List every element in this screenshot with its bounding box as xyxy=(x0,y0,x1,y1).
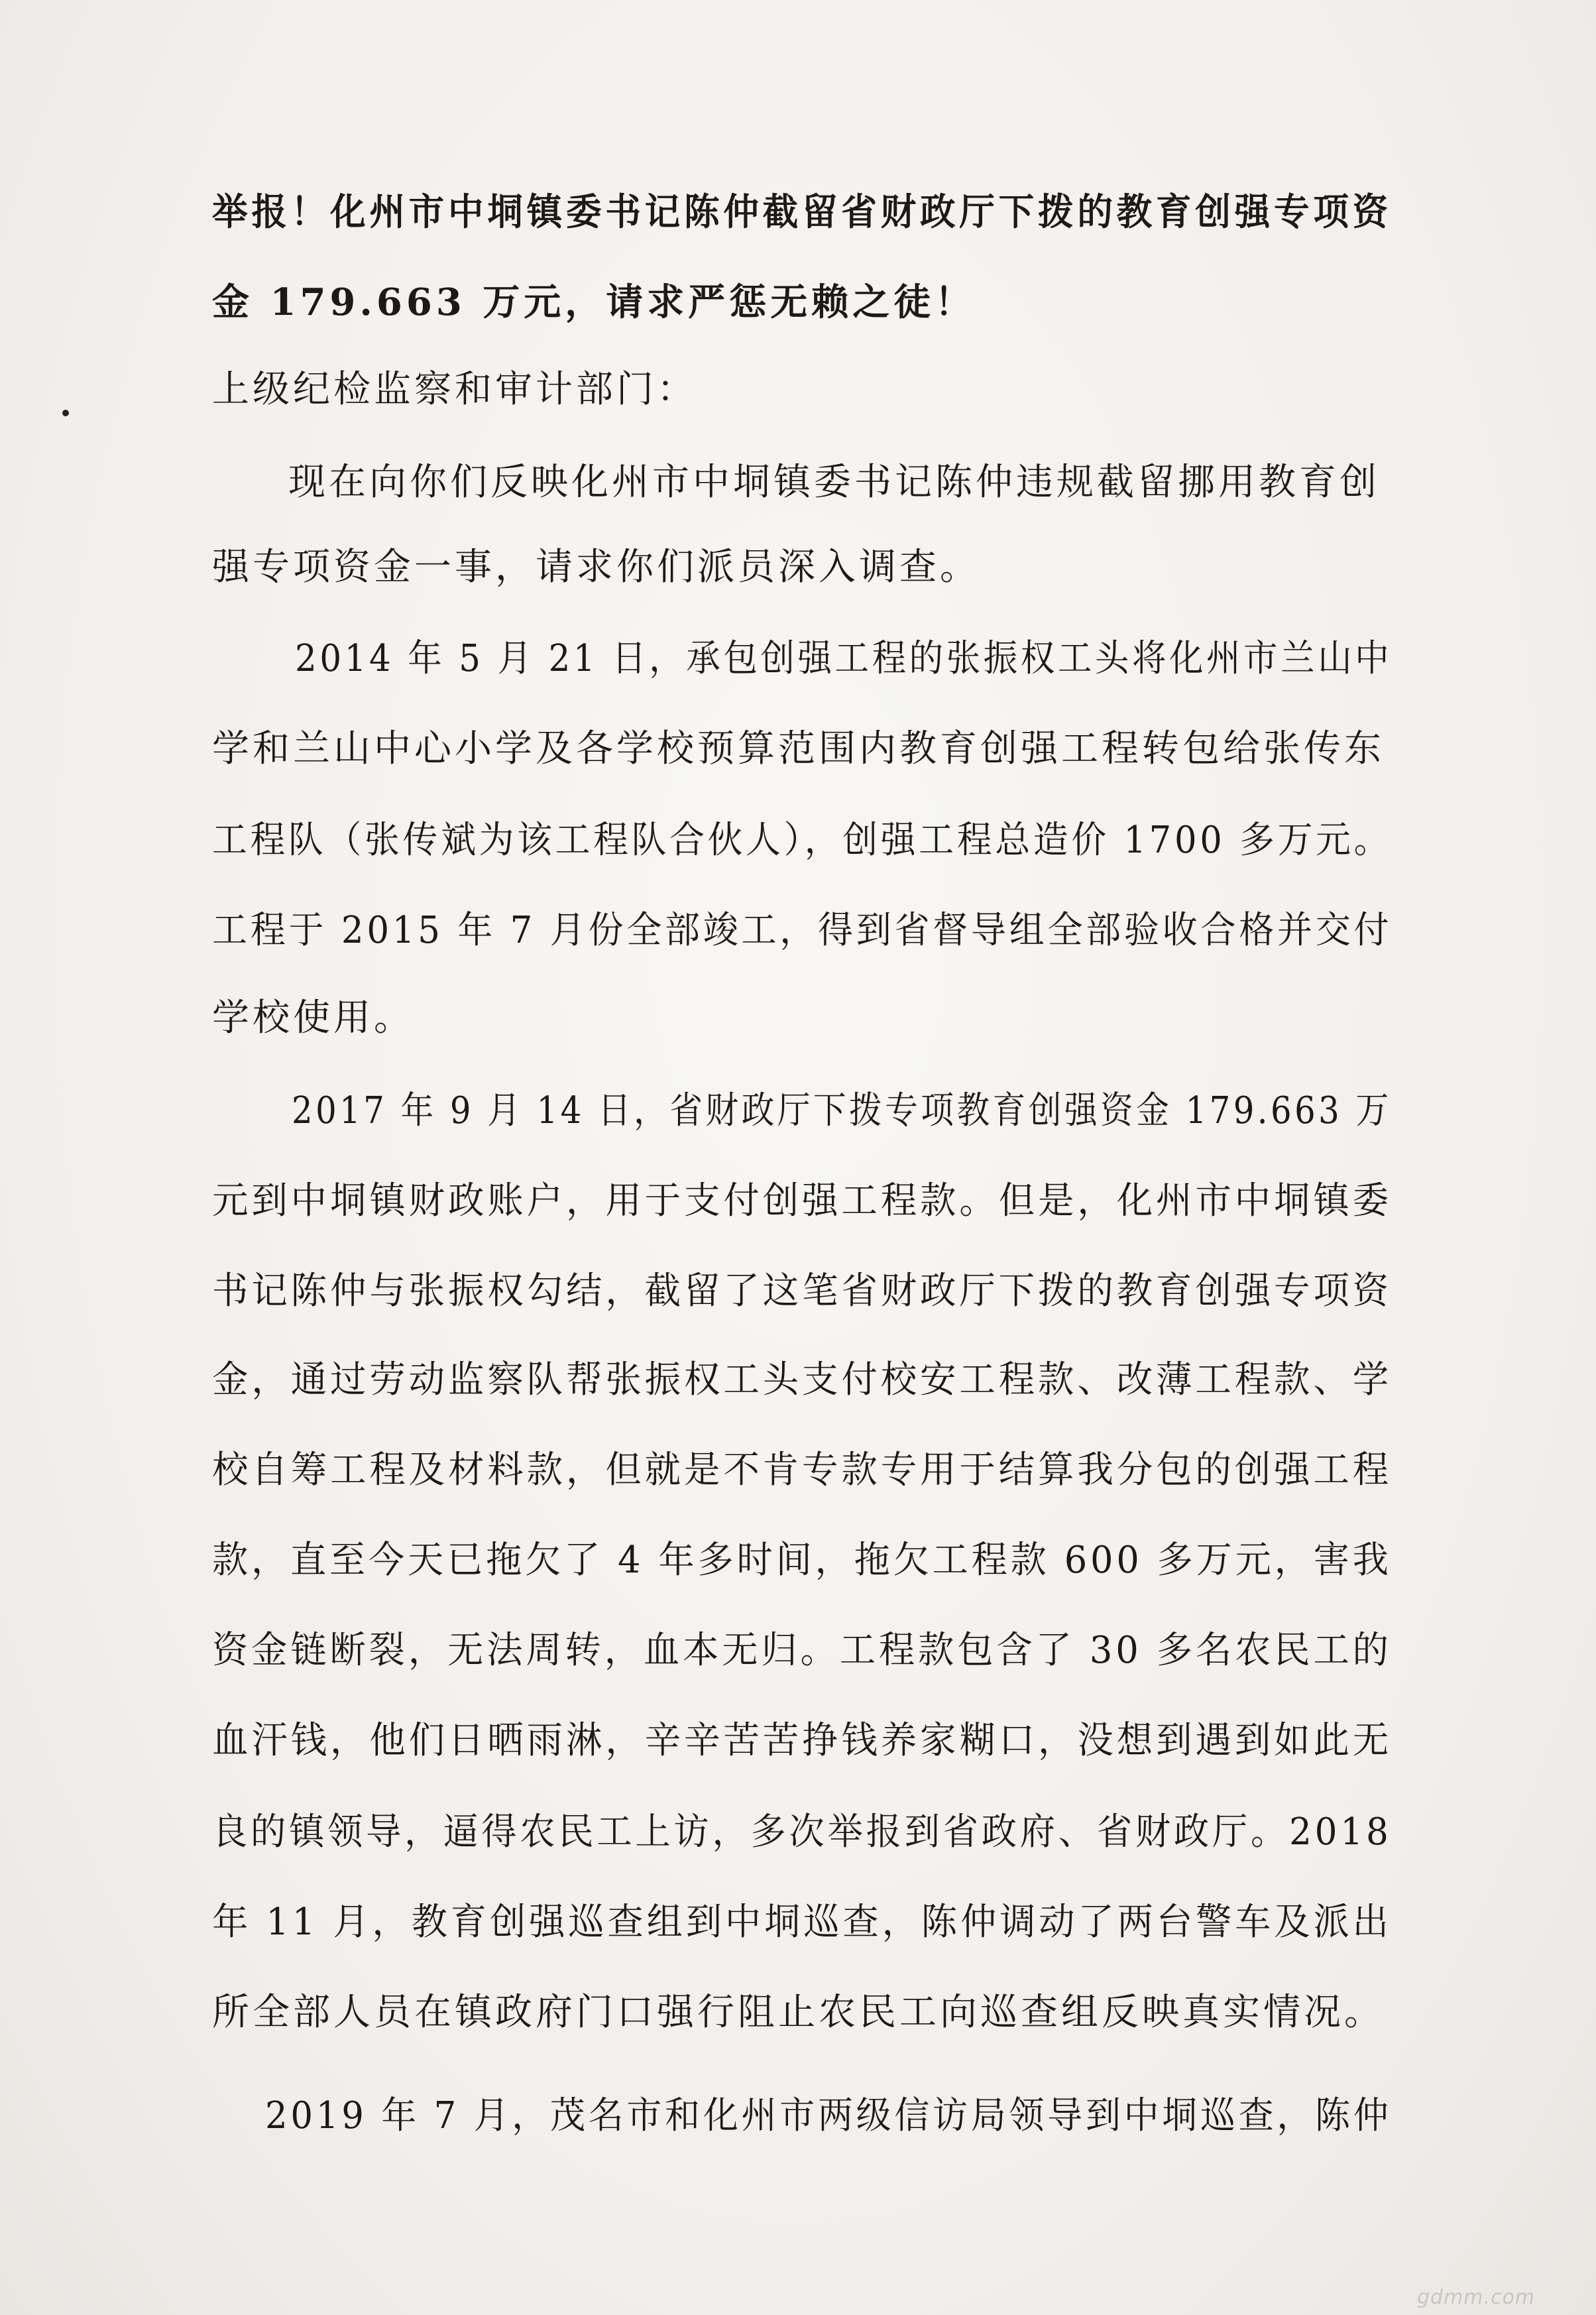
body-line-12: 校自筹工程及材料款，但就是不肯专款专用于结算我分包的创强工程 xyxy=(212,1449,1393,1492)
body-line-4: 学和兰山中心小学及各学校预算范围内教育创强工程转包给张传东 xyxy=(212,727,1385,770)
body-line-13: 款，直至今天已拖欠了 4 年多时间，拖欠工程款 600 多万元，害我 xyxy=(212,1539,1392,1582)
title-line-2: 金 179.663 万元，请求严惩无赖之徒！ xyxy=(212,280,976,324)
title-line-1: 举报！化州市中垌镇委书记陈仲截留省财政厅下拨的教育创强专项资 xyxy=(212,190,1393,234)
body-line-3: 2014 年 5 月 21 日，承包创强工程的张振权工头将化州市兰山中 xyxy=(295,637,1393,680)
body-line-19: 2019 年 7 月，茂名市和化州市两级信访局领导到中垌巡查，陈仲 xyxy=(265,2094,1392,2137)
body-line-15: 血汗钱，他们日晒雨淋，辛辛苦苦挣钱养家糊口，没想到遇到如此无 xyxy=(212,1719,1393,1762)
body-line-1: 现在向你们反映化州市中垌镇委书记陈仲违规截留挪用教育创 xyxy=(288,461,1380,504)
watermark-text: gdmm.com xyxy=(1417,2286,1536,2309)
body-line-11: 金，通过劳动监察队帮张振权工头支付校安工程款、改薄工程款、学 xyxy=(212,1358,1393,1401)
body-line-16: 良的镇领导，逼得农民工上访，多次举报到省政府、省财政厅。2018 xyxy=(212,1810,1392,1854)
body-line-5: 工程队（张传斌为该工程队合伙人），创强工程总造价 1700 多万元。 xyxy=(212,819,1393,862)
body-line-8: 2017 年 9 月 14 日，省财政厅下拨专项教育创强资金 179.663 万 xyxy=(292,1089,1392,1132)
body-line-6: 工程于 2015 年 7 月份全部竣工，得到省督导组全部验收合格并交付 xyxy=(212,909,1393,952)
body-line-9: 元到中垌镇财政账户，用于支付创强工程款。但是，化州市中垌镇委 xyxy=(212,1179,1393,1222)
body-line-7: 学校使用。 xyxy=(212,996,414,1039)
body-line-2: 强专项资金一事，请求你们派员深入调查。 xyxy=(212,546,980,589)
body-line-17: 年 11 月，教育创强巡查组到中垌巡查，陈仲调动了两台警车及派出 xyxy=(212,1901,1392,1944)
salutation: 上级纪检监察和审计部门： xyxy=(212,368,697,411)
scan-speck xyxy=(62,410,69,416)
body-line-10: 书记陈仲与张振权勾结，截留了这笔省财政厅下拨的教育创强专项资 xyxy=(212,1270,1393,1313)
body-line-18: 所全部人员在镇政府门口强行阻止农民工向巡查组反映真实情况。 xyxy=(212,1991,1385,2034)
body-line-14: 资金链断裂，无法周转，血本无归。工程款包含了 30 多名农民工的 xyxy=(212,1629,1392,1672)
